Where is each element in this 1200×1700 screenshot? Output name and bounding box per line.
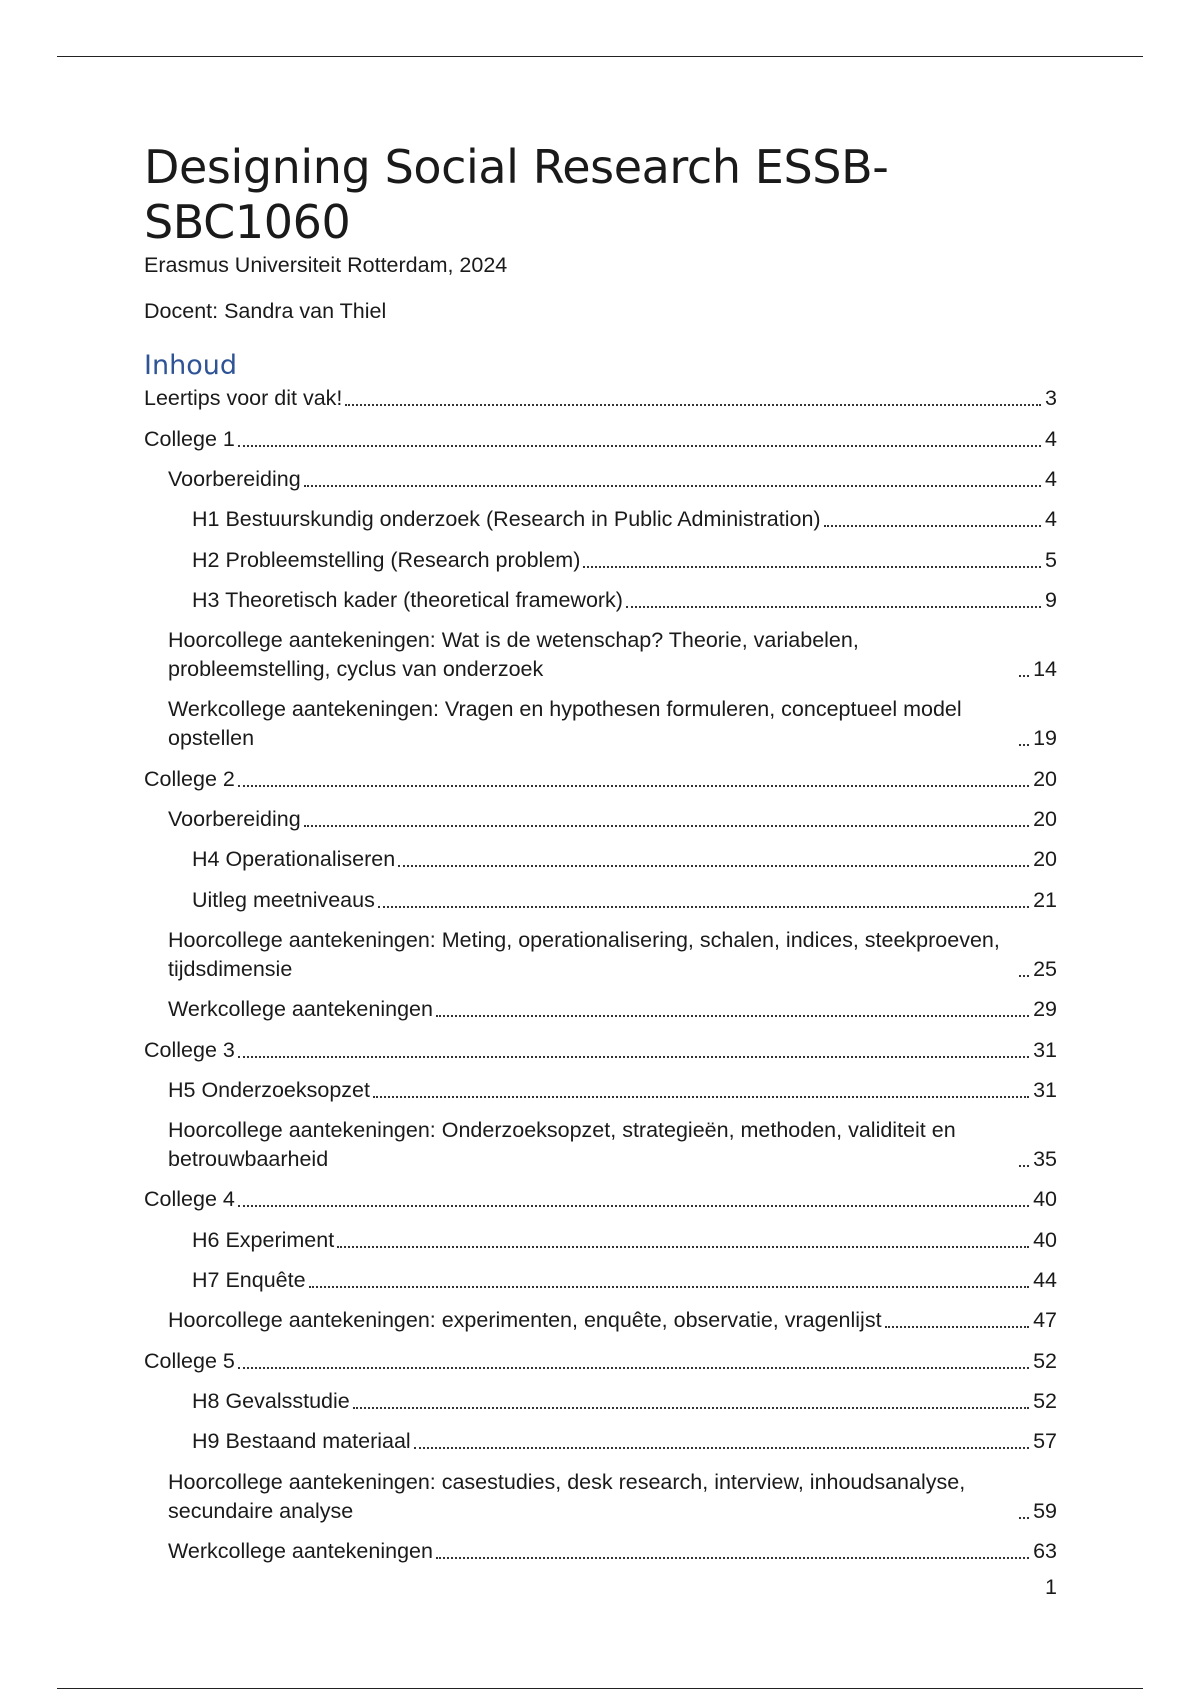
toc-entry-label: Voorbereiding [168, 807, 301, 832]
toc-entry-page: 52 [1033, 1348, 1057, 1373]
toc-entry-label: College 3 [144, 1037, 235, 1062]
toc-entry[interactable] [144, 1076, 1057, 1105]
toc-entry-page: 14 [1033, 657, 1057, 682]
toc-entry-label: H5 Onderzoeksopzet [168, 1077, 370, 1102]
toc-entry-label: Hoorcollege aantekeningen: experimenten, enquête, observatie, vragenlijst [168, 1308, 882, 1333]
toc-dot-leader [238, 1367, 1029, 1369]
toc-entry[interactable] [144, 1226, 1057, 1255]
table-of-contents [144, 384, 1057, 1565]
toc-dot-leader [1019, 675, 1029, 677]
toc-entry-label: H1 Bestuurskundig onderzoek (Research in Public Administration) [192, 507, 821, 532]
toc-entry[interactable] [144, 586, 1057, 615]
toc-entry-page: 20 [1033, 766, 1057, 791]
toc-entry-label: College 1 [144, 426, 235, 451]
toc-dot-leader [238, 445, 1041, 447]
toc-entry[interactable] [144, 695, 1057, 753]
document-body [144, 140, 1057, 1577]
document-title: Designing Social Research ESSB-SBC1060 [144, 140, 889, 250]
toc-dot-leader [378, 906, 1029, 908]
toc-dot-leader [309, 1286, 1030, 1288]
toc-entry-label: Voorbereiding [168, 466, 301, 491]
docent-line: Docent: Sandra van Thiel [144, 299, 387, 324]
toc-entry-label: Uitleg meetniveaus [192, 887, 375, 912]
toc-entry[interactable] [144, 465, 1057, 494]
toc-entry-page: 47 [1033, 1308, 1057, 1333]
toc-entry[interactable] [144, 626, 1057, 684]
toc-entry-label: H2 Probleemstelling (Research problem) [192, 547, 581, 572]
toc-entry-page: 21 [1033, 887, 1057, 912]
toc-entry-page: 35 [1033, 1147, 1057, 1172]
toc-entry-label: Hoorcollege aantekeningen: Wat is de wetenschap? Theorie, variabelen, probleemstelling, cyclus van onderzoek [168, 628, 859, 682]
toc-entry-page: 44 [1033, 1268, 1057, 1293]
toc-entry-label: H7 Enquête [192, 1268, 306, 1293]
toc-entry[interactable] [144, 1468, 1057, 1526]
toc-entry-page: 63 [1033, 1538, 1057, 1563]
toc-entry[interactable] [144, 1537, 1057, 1566]
toc-dot-leader [345, 404, 1041, 406]
toc-entry-label: Hoorcollege aantekeningen: casestudies, desk research, interview, inhoudsanalyse, secundaire analyse [168, 1469, 966, 1523]
toc-entry-label: H4 Operationaliseren [192, 847, 396, 872]
toc-entry[interactable] [144, 1347, 1057, 1376]
toc-entry-page: 59 [1033, 1498, 1057, 1523]
toc-entry[interactable] [144, 1116, 1057, 1174]
toc-entry-label: H3 Theoretisch kader (theoretical framework) [192, 587, 623, 612]
toc-dot-leader [885, 1326, 1030, 1328]
toc-dot-leader [824, 525, 1041, 527]
toc-dot-leader [304, 485, 1041, 487]
toc-entry[interactable] [144, 1036, 1057, 1065]
toc-dot-leader [373, 1096, 1029, 1098]
toc-heading: Inhoud [144, 350, 237, 382]
toc-entry-page: 5 [1045, 547, 1057, 572]
toc-entry-page: 52 [1033, 1388, 1057, 1413]
toc-entry-label: College 5 [144, 1348, 235, 1373]
toc-entry-label: Werkcollege aantekeningen [168, 997, 433, 1022]
toc-entry-page: 29 [1033, 997, 1057, 1022]
toc-entry-label: Leertips voor dit vak! [144, 386, 343, 411]
header-rule [57, 56, 1143, 57]
toc-dot-leader [1019, 1517, 1029, 1519]
toc-entry[interactable] [144, 384, 1057, 413]
toc-entry[interactable] [144, 546, 1057, 575]
toc-entry-label: H6 Experiment [192, 1227, 335, 1252]
toc-entry-page: 25 [1033, 956, 1057, 981]
toc-dot-leader [1019, 744, 1029, 746]
toc-dot-leader [238, 785, 1029, 787]
institution-line: Erasmus Universiteit Rotterdam, 2024 [144, 253, 508, 278]
toc-entry-label: H8 Gevalsstudie [192, 1388, 350, 1413]
toc-dot-leader [238, 1056, 1029, 1058]
toc-dot-leader [337, 1246, 1029, 1248]
toc-entry[interactable] [144, 1266, 1057, 1295]
toc-dot-leader [1019, 975, 1029, 977]
toc-dot-leader [353, 1407, 1029, 1409]
toc-entry-page: 9 [1045, 587, 1057, 612]
toc-entry-page: 4 [1045, 426, 1057, 451]
toc-entry-page: 57 [1033, 1429, 1057, 1454]
toc-entry-label: Hoorcollege aantekeningen: Onderzoeksopzet, strategieën, methoden, validiteit en betrouwbaarheid [168, 1118, 956, 1172]
toc-entry[interactable] [144, 926, 1057, 984]
toc-entry-page: 20 [1033, 847, 1057, 872]
toc-dot-leader [304, 825, 1029, 827]
toc-entry[interactable] [144, 425, 1057, 454]
toc-entry-label: College 2 [144, 766, 235, 791]
toc-entry[interactable] [144, 1387, 1057, 1416]
toc-entry[interactable] [144, 845, 1057, 874]
toc-entry-page: 4 [1045, 507, 1057, 532]
toc-entry-label: Hoorcollege aantekeningen: Meting, operationalisering, schalen, indices, steekproeven, tijdsdimensie [168, 927, 1000, 981]
toc-entry-page: 40 [1033, 1187, 1057, 1212]
footer-rule [57, 1688, 1143, 1689]
toc-entry[interactable] [144, 1427, 1057, 1456]
toc-entry[interactable] [144, 1185, 1057, 1214]
toc-entry-page: 40 [1033, 1227, 1057, 1252]
toc-entry-page: 4 [1045, 466, 1057, 491]
toc-entry[interactable] [144, 765, 1057, 794]
toc-entry[interactable] [144, 505, 1057, 534]
toc-dot-leader [626, 606, 1041, 608]
toc-dot-leader [436, 1557, 1029, 1559]
toc-entry[interactable] [144, 995, 1057, 1024]
toc-dot-leader [583, 566, 1041, 568]
toc-entry[interactable] [144, 886, 1057, 915]
toc-entry[interactable] [144, 805, 1057, 834]
toc-dot-leader [238, 1205, 1029, 1207]
toc-entry-page: 31 [1033, 1037, 1057, 1062]
toc-entry-label: Werkcollege aantekeningen [168, 1538, 433, 1563]
toc-entry-page: 20 [1033, 807, 1057, 832]
toc-dot-leader [414, 1447, 1029, 1449]
toc-entry[interactable] [144, 1306, 1057, 1335]
toc-entry-page: 3 [1045, 386, 1057, 411]
toc-dot-leader [436, 1015, 1029, 1017]
toc-entry-page: 31 [1033, 1077, 1057, 1102]
page-number: 1 [1045, 1575, 1057, 1599]
toc-dot-leader [1019, 1165, 1029, 1167]
toc-entry-label: Werkcollege aantekeningen: Vragen en hypothesen formuleren, conceptueel model opstellen [168, 697, 962, 751]
toc-entry-label: H9 Bestaand materiaal [192, 1429, 411, 1454]
toc-entry-page: 19 [1033, 726, 1057, 751]
toc-dot-leader [398, 865, 1029, 867]
toc-entry-label: College 4 [144, 1187, 235, 1212]
